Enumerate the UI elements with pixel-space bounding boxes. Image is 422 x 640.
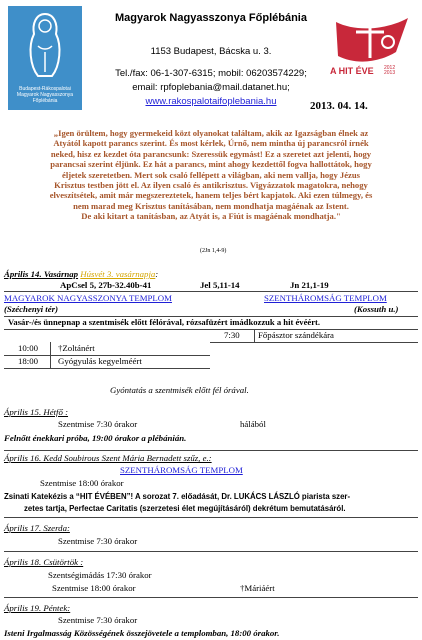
day-label: Április 17. Szerda: bbox=[4, 523, 70, 533]
quote-line: parancsai szerint éljünk. Ez hát a parancs, mint ahogy kezdettől fogva hallottátok, hogy bbox=[50, 159, 372, 170]
year-of-faith-logo bbox=[326, 12, 416, 92]
email: email: rpfoplebania@mail.datanet.hu; bbox=[132, 82, 290, 93]
quote-line: „Igen örültem, hogy gyermekeid közt olyanokat találtam, akik az Igazságban élnek az bbox=[53, 128, 369, 138]
phone: Tel./fax: 06-1-307-6315; mobil: 06203574229; bbox=[115, 68, 307, 79]
table-divider bbox=[50, 342, 51, 368]
mass-line: Szentmise 7:30 órakor bbox=[58, 615, 138, 625]
quote-line: De aki kitart a tanításban, az Atyát is, a Fiút is magáénak mondhatja." bbox=[81, 211, 341, 222]
day-label: Április 15. Hétfő : bbox=[4, 407, 69, 417]
year-of-faith-icon bbox=[326, 12, 416, 92]
confession-note: Gyóntatás a szentmisék előtt fél órával. bbox=[110, 385, 249, 395]
day-label: Április 16. Kedd Soubirous Szent Mária Bernadett szűz, e.: bbox=[4, 453, 212, 463]
quote-line: elveszítsétek, amit már megszereztetek, hanem teljes bért kapjatok. Aki ezen túlmegy, és bbox=[49, 190, 373, 201]
church1-name: MAGYAROK NAGYASSZONYA TEMPLOM bbox=[4, 293, 172, 303]
mass-time: 18:00 bbox=[18, 356, 39, 366]
quote-reference: (2Jn 1,4-9) bbox=[200, 248, 227, 254]
reading-3: Jn 21,1-19 bbox=[290, 280, 329, 290]
table-divider bbox=[254, 329, 255, 342]
table-divider bbox=[4, 368, 210, 369]
parish-logo bbox=[8, 6, 82, 110]
mass-intent: †Máriáért bbox=[240, 583, 275, 593]
mass-intent: †Zoltánért bbox=[58, 343, 95, 353]
table-divider bbox=[4, 291, 418, 292]
section-divider bbox=[4, 450, 418, 451]
church2-name: SZENTHÁROMSÁG TEMPLOM bbox=[264, 293, 387, 303]
rosary-note: Vasár-/és ünnepnap a szentmisék előtt félórával, rózsafüzért imádkozzuk a hit évéért. bbox=[8, 317, 321, 327]
quote-line: nem marad meg Krisztus tanításában, nem mondhatja magáénak az Istent. bbox=[73, 200, 349, 211]
quote-line: Atyától kapott parancs szerint. És most kérlek, Úrnő, nem mintha új parancsról írnék bbox=[53, 138, 369, 149]
website-link[interactable]: www.rakospalotaifoplebania.hu bbox=[145, 96, 277, 107]
logo-text: Budapest-Rákospalotai Magyarok Nagyasszonya Főplébánia bbox=[16, 86, 74, 104]
mass-line: Szentmise 18:00 órakor bbox=[40, 478, 124, 488]
day-note: Zsinati Katekézis a “HIT ÉVÉBEN”! A sorozat 7. előadását, Dr. LUKÁCS LÁSZLÓ piarista szer- bbox=[4, 492, 351, 501]
table-divider bbox=[210, 342, 418, 343]
mass-intent: hálából bbox=[240, 419, 266, 429]
quote-line: Krisztus testben jött el. Az ilyen csaló és antikrisztus. Vigyázzatok magatokra, nehogy bbox=[54, 180, 368, 191]
adoration-line: Szentségimádás 17:30 órakor bbox=[48, 570, 152, 580]
church-name: Magyarok Nagyasszonya Főplébánia bbox=[115, 12, 307, 24]
church2-location: (Kossuth u.) bbox=[354, 304, 399, 314]
church-name: SZENTHÁROMSÁG TEMPLOM bbox=[120, 465, 243, 475]
section-divider bbox=[4, 551, 418, 552]
table-divider bbox=[4, 329, 418, 330]
mass-time: 7:30 bbox=[224, 330, 240, 340]
quote-line: neked, hisz ez kezdet óta parancsunk: Szeressük egymást! Ez a szeretet azt jelenti, hogy bbox=[50, 148, 372, 159]
day-note: zetes tartja, Perfectae Caritatis (szerzetesi élet megújításáról) dekrétum bemutatásáról. bbox=[24, 504, 346, 513]
mass-line: Szentmise 7:30 órakor bbox=[58, 419, 138, 429]
church1-location: (Széchenyi tér) bbox=[4, 304, 58, 314]
sunday-label: Április 14. Vasárnap Húsvét 3. vasárnapja: bbox=[4, 269, 159, 279]
reading-1: ApCsel 5, 27b-32.40b-41 bbox=[60, 280, 152, 290]
day-note: Isteni Irgalmasság Közösségének összejövetele a templomban, 18:00 órakor. bbox=[4, 628, 280, 638]
mass-line: Szentmise 7:30 órakor bbox=[58, 536, 138, 546]
bulletin-date: 2013. 04. 14. bbox=[310, 100, 368, 112]
feast-name: Húsvét 3. vasárnapja bbox=[80, 269, 156, 279]
quote-line: éljetek szeretetben. Mert sok csaló fellépett a világban, aki nem vallja, hogy Jézus bbox=[62, 169, 360, 180]
day-label: Április 19. Péntek: bbox=[4, 603, 71, 613]
mass-time: 10:00 bbox=[18, 343, 39, 353]
mass-intent: Gyógyulás kegyelméért bbox=[58, 356, 142, 366]
mass-line: Szentmise 18:00 órakor bbox=[52, 583, 136, 593]
day-note: Felnőtt énekkari próba, 19:00 órakor a plébánián. bbox=[4, 433, 187, 443]
mass-intent: Főpásztor szándékára bbox=[258, 330, 334, 340]
logo-years: 2012 2013 bbox=[384, 65, 396, 76]
section-divider bbox=[4, 517, 418, 518]
address: 1153 Budapest, Bácska u. 3. bbox=[150, 46, 272, 57]
logo-caption: A HIT ÉVE bbox=[330, 66, 374, 76]
scripture-quote bbox=[14, 128, 408, 222]
reading-2: Jel 5,11-14 bbox=[200, 280, 240, 290]
section-divider bbox=[4, 597, 418, 598]
day-label: Április 18. Csütörtök : bbox=[4, 557, 84, 567]
